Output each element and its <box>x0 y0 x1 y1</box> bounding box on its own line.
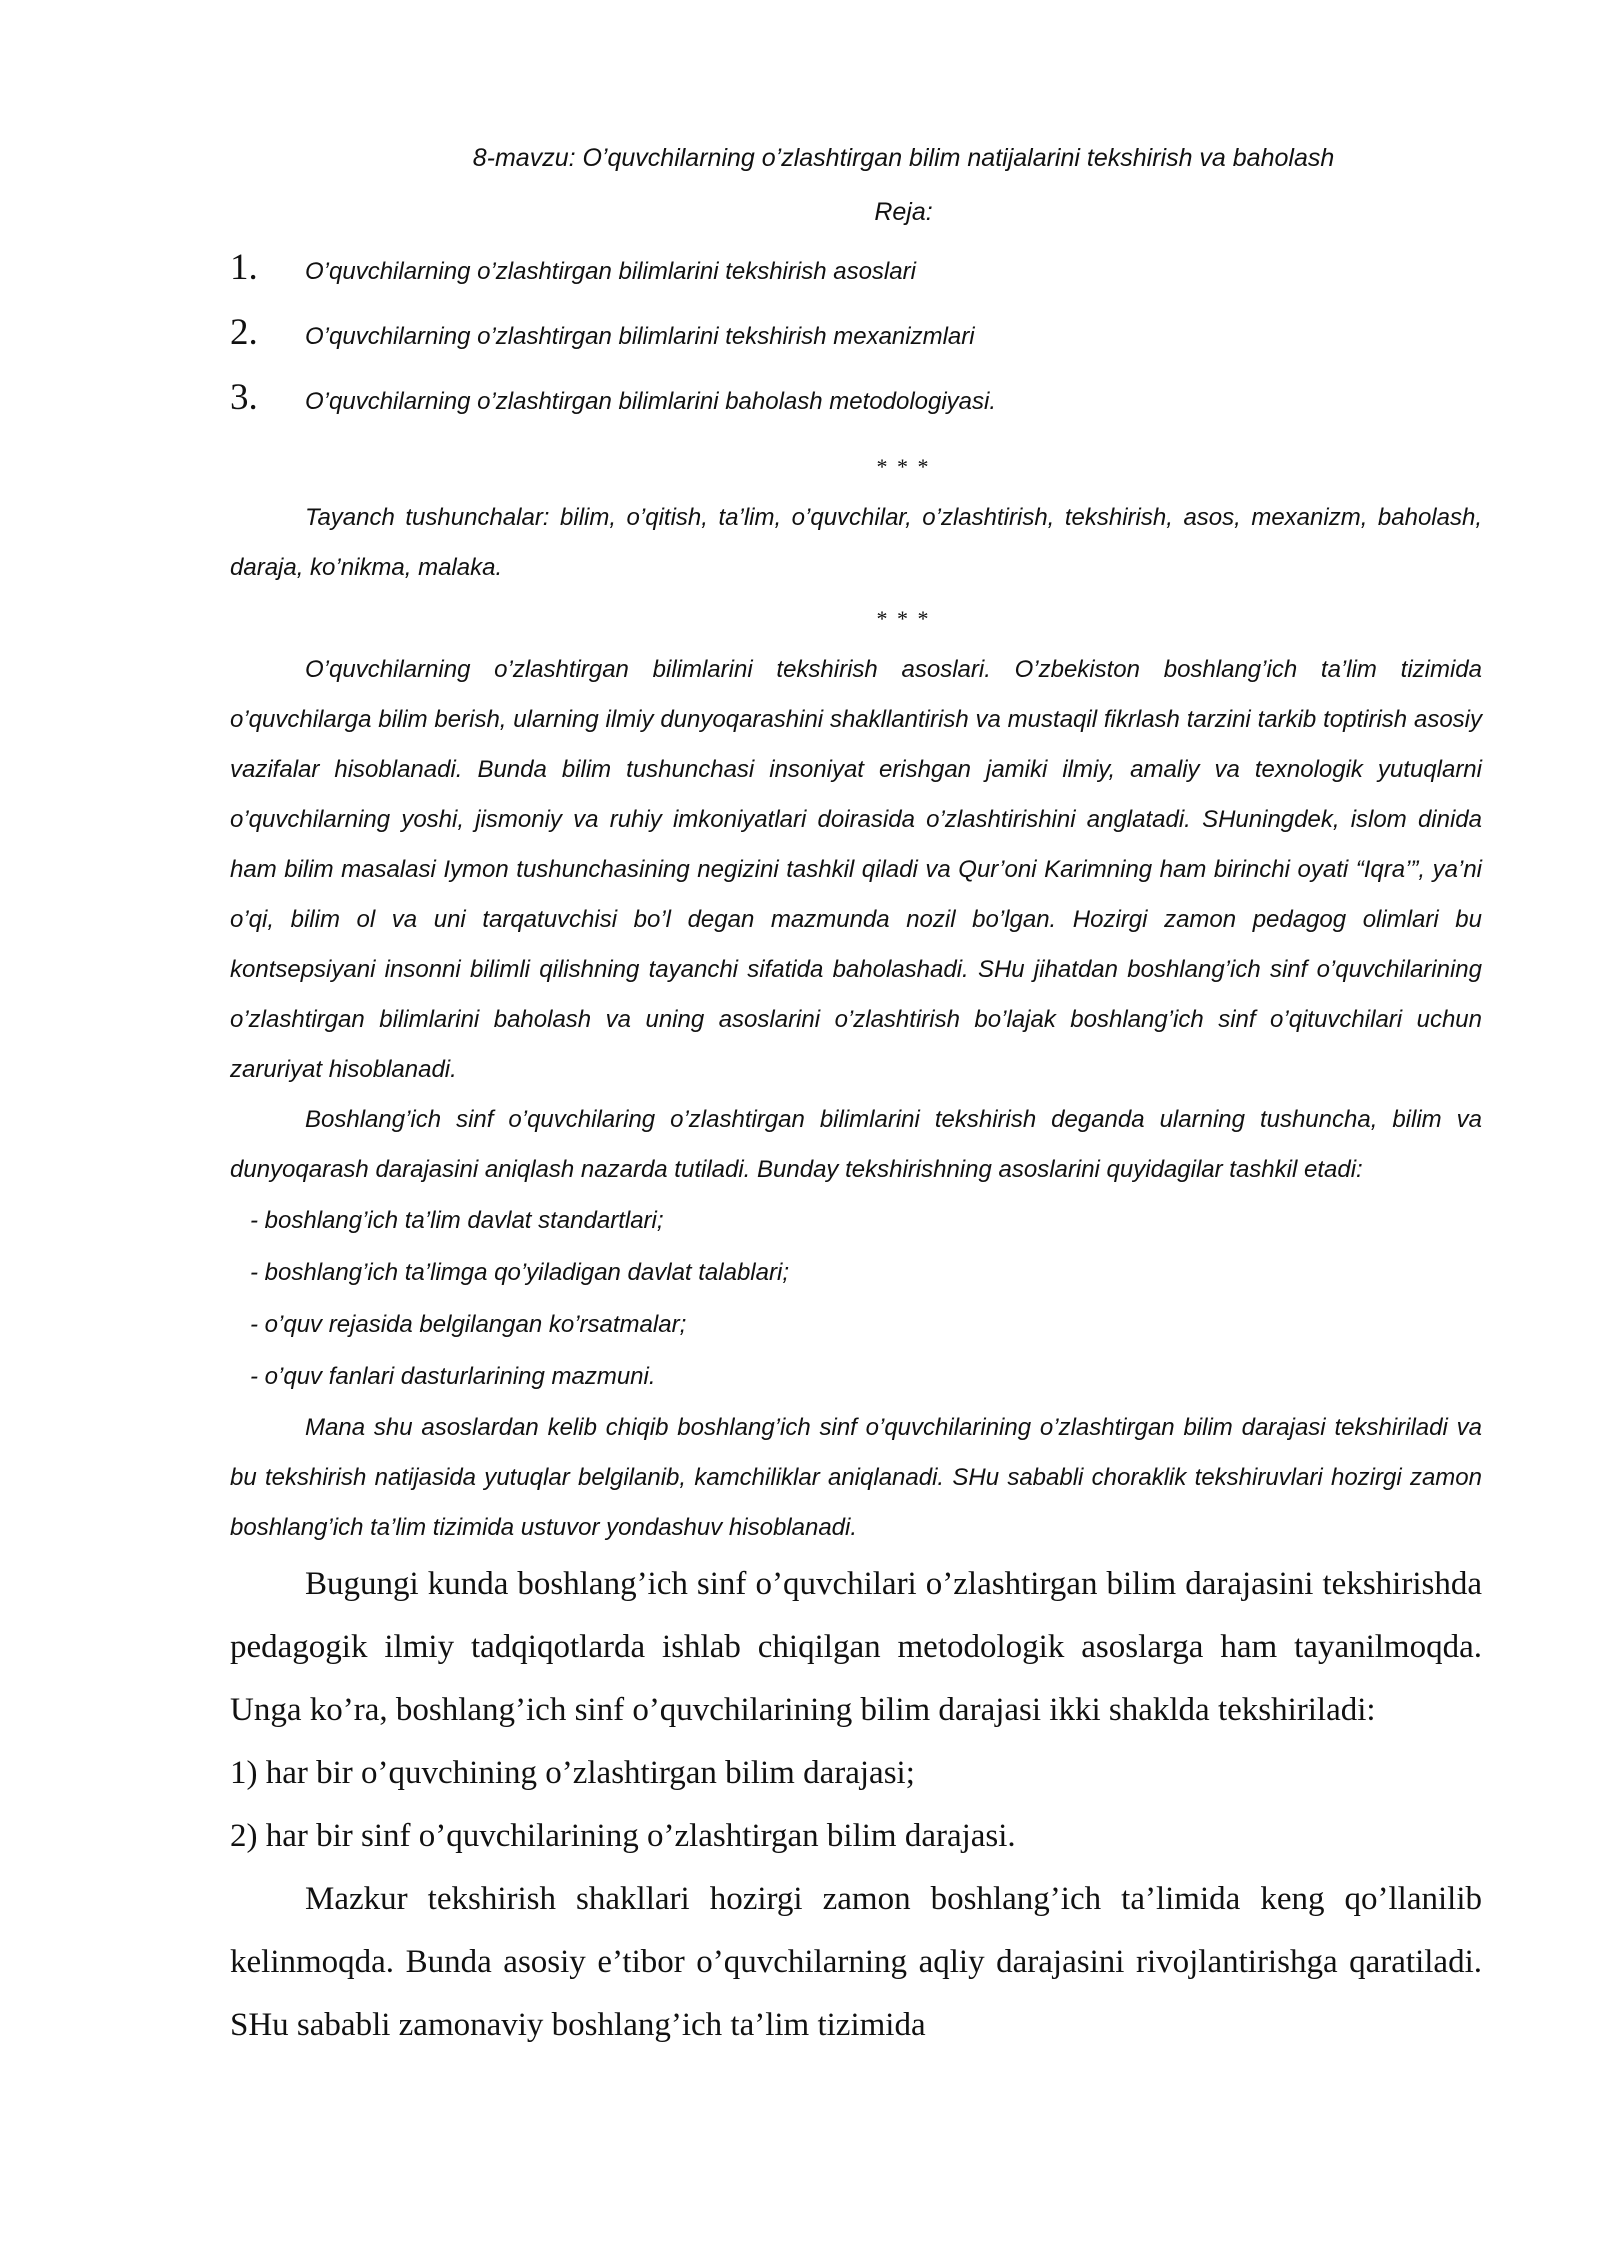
plan-item <box>230 376 1482 441</box>
plan-item <box>230 311 1482 376</box>
form-item: 1) har bir o’quvchining o’zlashtirgan bilim darajasi; <box>230 1755 915 1791</box>
plan-list <box>230 246 1482 441</box>
document-subtitle: Reja: <box>874 198 933 226</box>
plan-item-number: 2. <box>230 312 258 353</box>
section-separator: * * * <box>876 454 931 479</box>
criteria-item: - o’quv rejasida belgilangan ko’rsatmalar; <box>250 1311 687 1338</box>
document-title: 8-mavzu: O’quvchilarning o’zlashtirgan bilim natijalarini tekshirish va baholash <box>472 144 1335 172</box>
methodology-paragraph: Bugungi kunda boshlang’ich sinf o’quvchilari o’zlashtirgan bilim darajasini tekshirishda pedagogik ilmiy tadqiqotlarda ishlab chiqilgan metodologik asoslarga ham tayanilmoqda. Unga ko’ra, boshlang’ich sinf o’quvchilarining bilim darajasi ikki shaklda tekshiriladi: <box>230 1566 1482 1728</box>
document-content <box>230 130 1482 2057</box>
plan-item-number: 3. <box>230 377 258 418</box>
plan-item-number: 1. <box>230 247 258 288</box>
plan-item-text: O’quvchilarning o’zlashtirgan bilimlarini tekshirish mexanizmlari <box>305 323 975 350</box>
keywords-paragraph: Tayanch tushunchalar: bilim, o’qitish, ta’lim, o’quvchilar, o’zlashtirish, tekshirish, asos, mexanizm, baholash, daraja, ko’nikma, malaka. <box>230 504 1482 581</box>
section-separator: * * * <box>876 606 931 631</box>
form-item: 2) har bir sinf o’quvchilarining o’zlashtirgan bilim darajasi. <box>230 1818 1016 1854</box>
plan-item-text: O’quvchilarning o’zlashtirgan bilimlarini baholash metodologiyasi. <box>305 388 997 415</box>
plan-item <box>230 246 1482 311</box>
plan-item-text: O’quvchilarning o’zlashtirgan bilimlarini tekshirish asoslari <box>305 258 916 285</box>
criteria-item: - boshlang’ich ta’lim davlat standartlari; <box>250 1207 664 1234</box>
form-list <box>230 1742 1482 1868</box>
conclusion-paragraph: Mana shu asoslardan kelib chiqib boshlang’ich sinf o’quvchilarining o’zlashtirgan bilim darajasi tekshiriladi va bu tekshirish natijasida yutuqlar belgilanib, kamchiliklar aniqlanadi. SHu sababli choraklik tekshiruvlari hozirgi zamon boshlang’ich ta’lim tizimida ustuvor yondashuv hisoblanadi. <box>230 1414 1482 1541</box>
criteria-list <box>250 1195 1482 1403</box>
basis-paragraph: Boshlang’ich sinf o’quvchilaring o’zlashtirgan bilimlarini tekshirish deganda ularning tushuncha, bilim va dunyoqarash darajasini aniqlash nazarda tutiladi. Bunday tekshirishning asoslarini quyidagilar tashkil etadi: <box>230 1106 1482 1183</box>
criteria-item: - boshlang’ich ta’limga qo’yiladigan davlat talablari; <box>250 1259 789 1286</box>
criteria-item: - o’quv fanlari dasturlarining mazmuni. <box>250 1363 656 1390</box>
intro-paragraph: O’quvchilarning o’zlashtirgan bilimlarini tekshirish asoslari. O’zbekiston boshlang’ich ta’lim tizimida o’quvchilarga bilim berish, ularning ilmiy dunyoqarashini shakllantirish va mustaqil fikrlash tarzini tarkib toptirish asosiy vazifalar hisoblanadi. Bunda bilim tushunchasi insoniyat erishgan jamiki ilmiy, amaliy va texnologik yutuqlarni o’quvchilarning yoshi, jismoniy va ruhiy imkoniyatlari doirasida o’zlashtirishini anglatadi. SHuningdek, islom dinida ham bilim masalasi Iymon tushunchasining negizini tashkil qiladi va Qur’oni Karimning ham birinchi oyati “Iqra’”, ya’ni o’qi, bilim ol va uni tarqatuvchisi bo’l degan mazmunda nozil bo’lgan. Hozirgi zamon pedagog olimlari bu kontsepsiyani insonni bilimli qilishning tayanchi sifatida baholashadi. SHu jihatdan boshlang’ich sinf o’quvchilarining o’zlashtirgan bilimlarini baholash va uning asoslarini o’zlashtirish bo’lajak boshlang’ich sinf o’qituvchilari uchun zaruriyat hisoblanadi. <box>230 656 1482 1083</box>
closing-paragraph: Mazkur tekshirish shakllari hozirgi zamon boshlang’ich ta’limida keng qo’llanilib kelinmoqda. Bunda asosiy e’tibor o’quvchilarning aqliy darajasini rivojlantirishga qaratiladi. SHu sababli zamonaviy boshlang’ich ta’lim tizimida <box>230 1881 1482 2043</box>
